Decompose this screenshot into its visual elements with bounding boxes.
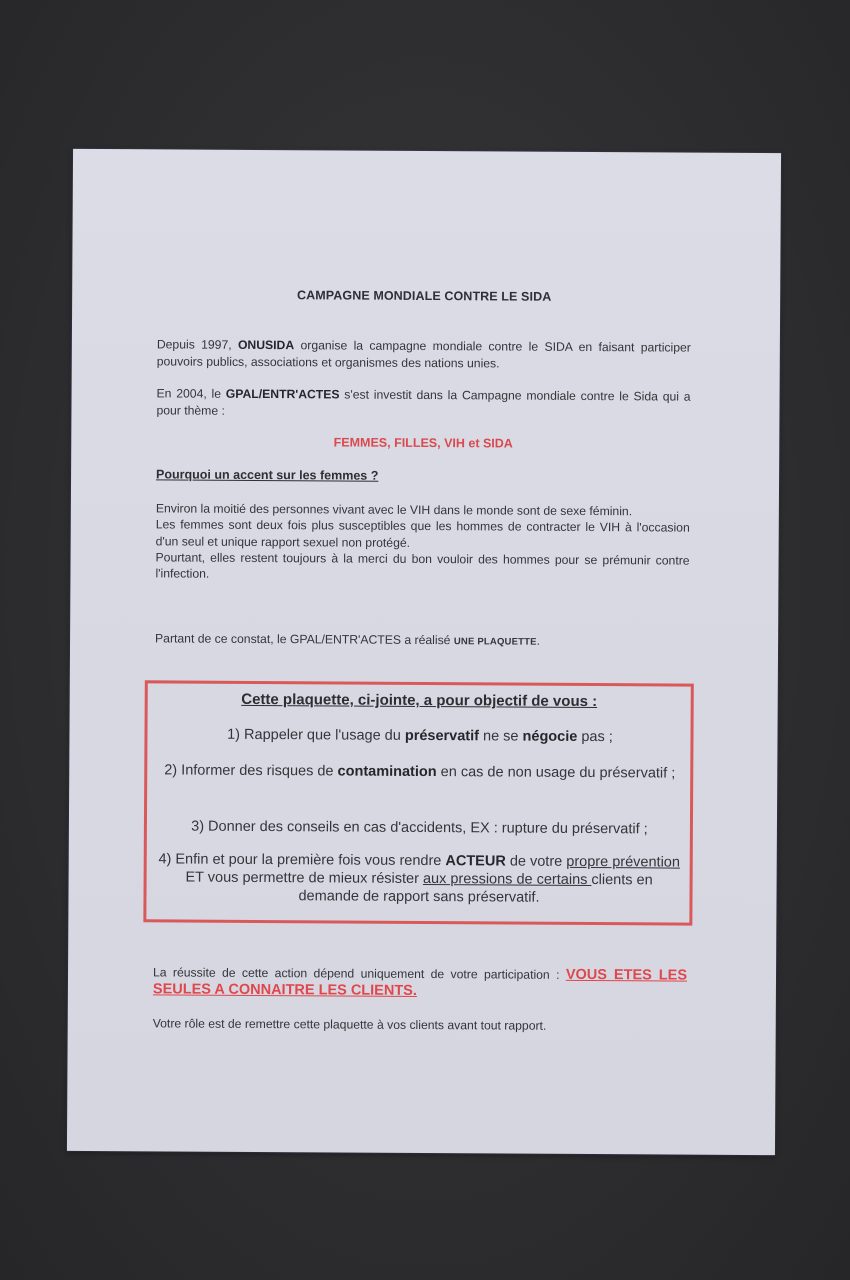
plaquette-emphasis: UNE PLAQUETTE — [453, 636, 537, 648]
clients-alert: VOUS ETES LES SEULES A CONNAITRE LES CLIENTS. — [152, 966, 688, 999]
closing-paragraph-2: Votre rôle est de remettre cette plaquette à vos clients avant tout rapport. — [152, 1016, 547, 1033]
facts-paragraph — [155, 500, 689, 585]
closing-paragraph-1: La réussite de cette action dépend uniquement de votre participation : VOUS ETES LES SEULES A CONNAITRE LES CLIENTS. — [152, 965, 688, 999]
document-body — [155, 149, 692, 648]
onusida-emphasis: ONUSIDA — [237, 337, 295, 353]
objective-item-3: 3) Donner des conseils en cas d'accidents, EX : rupture du préservatif ; — [191, 818, 648, 838]
campaign-theme: FEMMES, FILLES, VIH et SIDA — [333, 435, 513, 451]
objectives-box — [143, 680, 693, 925]
paper-sheet — [67, 149, 781, 1155]
objective-item-4: 4) Enfin et pour la première fois vous rendre ACTEUR de votre propre prévention ET vous permettre de mieux résister aux pressions de certains clients en demande de rapport sans préservatif. — [158, 851, 681, 906]
fact-line: Les femmes sont deux fois plus susceptibles que les hommes de contracter le VIH à l'occasion d'un seul et unique rapport sexuel non protégé. — [155, 517, 690, 550]
objectives-heading: Cette plaquette, ci-jointe, a pour objectif de vous : — [241, 690, 598, 711]
intro-paragraph-1: Depuis 1997, ONUSIDA organise la campagne mondiale contre le SIDA en faisant participer pouvoirs publics, associations et organismes des nations unies. — [156, 337, 691, 370]
gpal-emphasis: GPAL/ENTR'ACTES — [225, 386, 340, 402]
fact-line: Environ la moitié des personnes vivant avec le VIH dans le monde sont de sexe féminin. — [155, 501, 633, 519]
fact-line: Pourtant, elles restent toujours à la merci du bon vouloir des hommes pour se prémunir contre l'infection. — [155, 550, 690, 581]
conclusion-paragraph: Partant de ce constat, le GPAL/ENTR'ACTES a réalisé UNE PLAQUETTE. — [155, 631, 541, 648]
objective-item-2: 2) Informer des risques de contamination en cas de non usage du préservatif ; — [164, 762, 676, 782]
objective-item-1: 1) Rappeler que l'usage du préservatif ne se négocie pas ; — [227, 726, 613, 746]
document-title: CAMPAGNE MONDIALE CONTRE LE SIDA — [296, 288, 552, 304]
intro-paragraph-2: En 2004, le GPAL/ENTR'ACTES s'est investit dans la Campagne mondiale contre le Sida qui a pour thème : — [156, 386, 691, 418]
section-heading: Pourquoi un accent sur les femmes ? — [156, 467, 379, 483]
